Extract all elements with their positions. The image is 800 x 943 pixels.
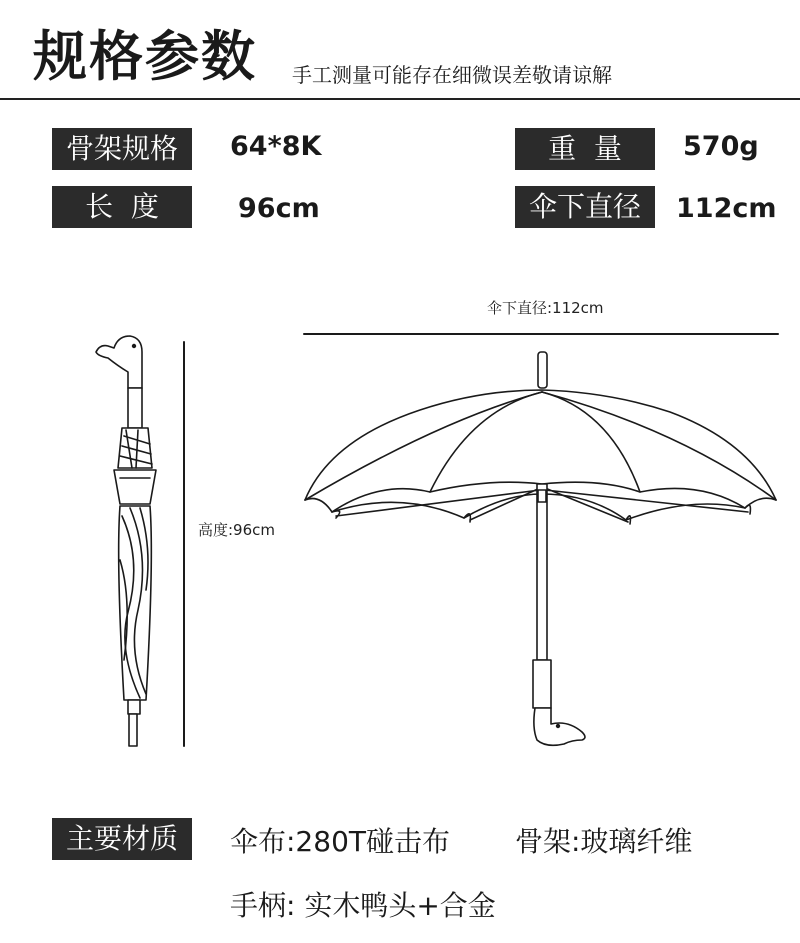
page-title: 规格参数: [33, 25, 257, 88]
material-handle: 手柄: 实木鸭头+合金: [230, 889, 496, 922]
height-dimension-label: 高度:96cm: [198, 521, 275, 539]
materials-label: 主要材质: [52, 818, 192, 860]
spec-value-frame: 64*8K: [230, 131, 322, 162]
spec-label-frame: 骨架规格: [52, 128, 192, 170]
diameter-dimension-label: 伞下直径:112cm: [487, 299, 604, 317]
open-umbrella-drawing: [305, 352, 776, 745]
spec-value-weight: 570g: [683, 131, 759, 162]
material-frame: 骨架:玻璃纤维: [515, 825, 693, 858]
spec-label-weight: 重 量: [515, 128, 655, 170]
material-canopy: 伞布:280T碰击布: [230, 825, 450, 858]
page-subtitle: 手工测量可能存在细微误差敬请谅解: [292, 63, 612, 87]
closed-umbrella-drawing: [96, 336, 156, 746]
spec-label-length: 长 度: [52, 186, 192, 228]
spec-label-diameter: 伞下直径: [515, 186, 655, 228]
spec-value-diameter: 112cm: [676, 193, 777, 224]
spec-value-length: 96cm: [238, 193, 320, 224]
